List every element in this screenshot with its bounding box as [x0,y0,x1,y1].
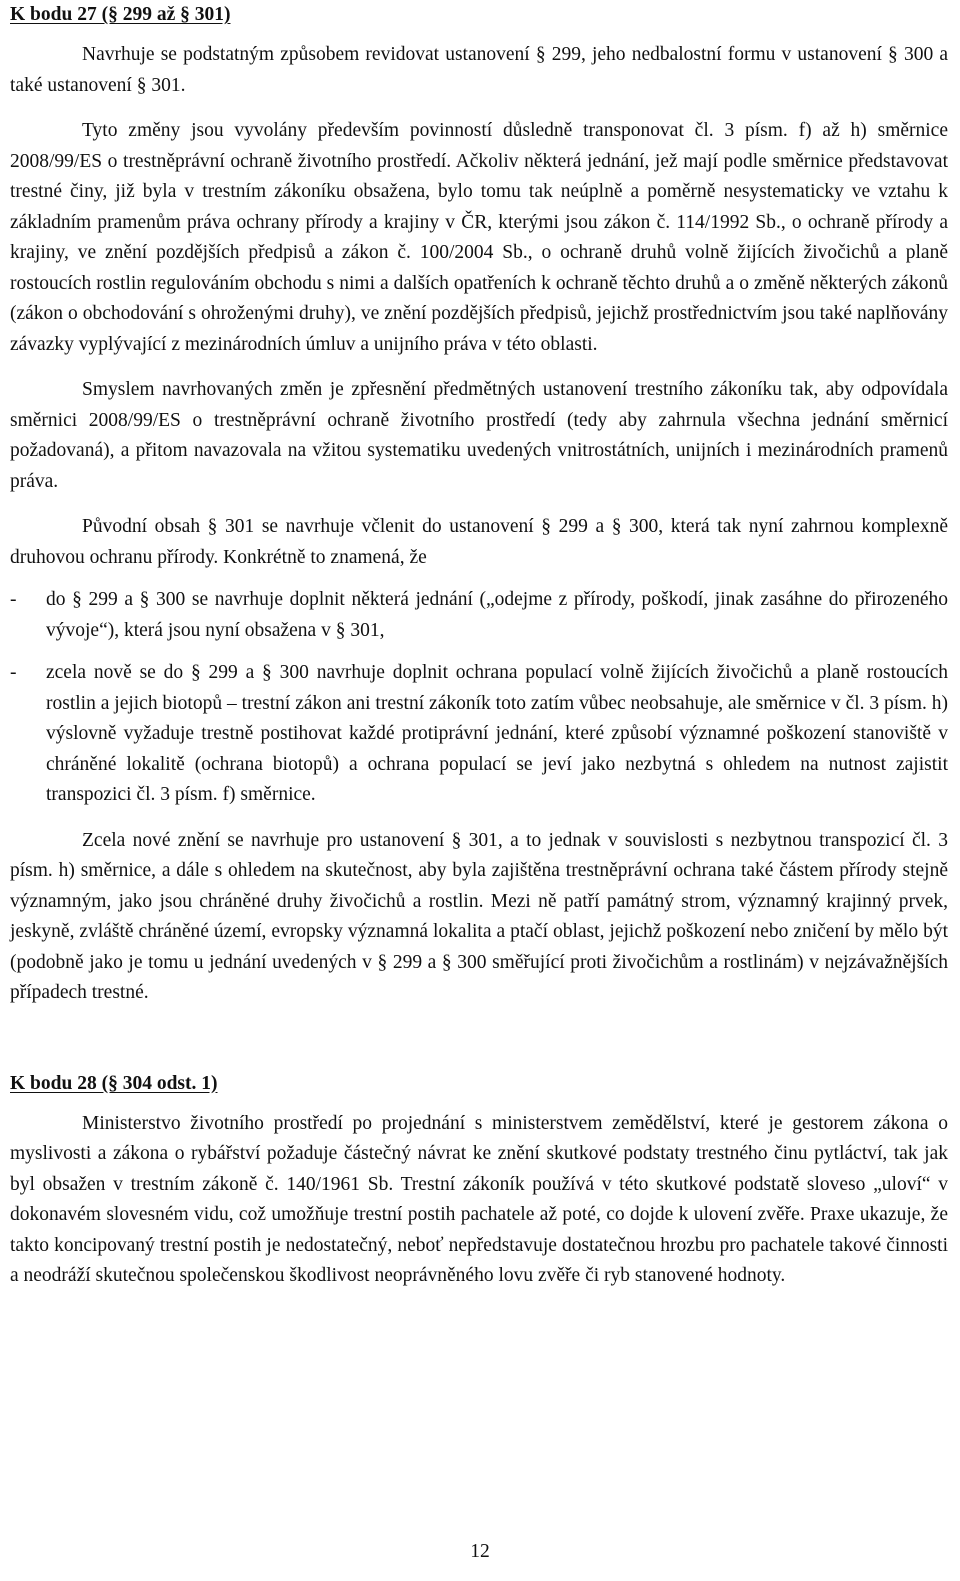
paragraph: Navrhuje se podstatným způsobem revidovat ustanovení § 299, jeho nedbalostní formu v ustanovení § 300 a také ustanovení § 301. [10,44,948,96]
section-heading-bod-27: K bodu 27 (§ 299 až § 301) [10,4,231,25]
document-body [10,0,948,1292]
list-item-text: do § 299 a § 300 se navrhuje doplnit některá jednání („odejme z přírody, poškodí, jinak zasáhne do přirozeného vývoje“), která jsou nyní obsažena v § 301, [46,589,948,641]
list-item-text: zcela nově se do § 299 a § 300 navrhuje doplnit ochrana populací volně žijících živočichů a planě rostoucích rostlin a jejich biotopů – trestní zákon ani trestní zákoník toto zatím vůbec neobsahuje, ale směrnice v čl. 3 písm. h) výslovně vyžaduje trestně postihovat každé protiprávní jednání, které způsobí významné poškození stanoviště v chráněné lokalitě (ochrana biotopů) a ochrana populací se jeví jako nezbytná s ohledem na nutnost zajistit transpozici čl. 3 písm. f) směrnice. [46,662,948,805]
paragraph: Původní obsah § 301 se navrhuje včlenit do ustanovení § 299 a § 300, která tak nyní zahrnou komplexně druhovou ochranu přírody. Konkrétně to znamená, že [10,516,948,568]
dash-list [10,585,948,811]
list-marker: - [10,662,17,683]
section-spacer [10,1009,948,1069]
paragraph: Smyslem navrhovaných změn je zpřesnění předmětných ustanovení trestního zákoníku tak, aby odpovídala směrnici 2008/99/ES o trestněprávní ochraně životního prostředí (tedy aby zahrnula všechna jednání směrnicí požadovaná), a přitom navazovala na vžitou systematiku uvedených vnitrostátních, unijních i mezinárodních pramenů práva. [10,379,948,492]
page-number: 12 [470,1541,490,1562]
list-item [10,658,948,811]
paragraph: Zcela nové znění se navrhuje pro ustanovení § 301, a to jednak v souvislosti s nezbytnou transpozicí čl. 3 písm. h) směrnice, a dále s ohledem na skutečnost, aby byla zajištěna trestněprávní ochrana také částem přírody stejně významným, jako jsou chráněné druhy živočichů a rostlin. Mezi ně patří památný strom, významný krajinný prvek, jeskyně, zvláště chráněné území, evropsky významná lokalita a ptačí oblast, jejichž poškození nebo zničení by mělo být (podobně jako je tomu u jednání uvedených v § 299 a § 300 směřující proti živočichům a rostlinám) v nejzávažnějších případech trestné. [10,829,948,1003]
list-marker: - [10,589,17,610]
paragraph: Ministerstvo životního prostředí po projednání s ministerstvem zemědělství, které je gestorem zákona o myslivosti a zákona o rybářství požaduje částečný návrat ke znění skutkové podstaty trestného činu pytláctví, tak jak byl obsažen v trestním zákoně č. 140/1961 Sb. Trestní zákoník používá v této skutkové podstatě sloveso „uloví“ v dokonavém slovesném vidu, což umožňuje trestní postih pachatele až poté, co dojde k ulovení zvěře. Praxe ukazuje, že takto koncipovaný trestní postih je nedostatečný, neboť nepředstavuje dostatečnou hrozbu pro pachatele takové činnosti a neodráží skutečnou společenskou škodlivost neoprávněného lovu zvěře či ryb stanovené hodnoty. [10,1112,948,1286]
paragraph: Tyto změny jsou vyvolány především povinností důsledně transponovat čl. 3 písm. f) až h) směrnice 2008/99/ES o trestněprávní ochraně životního prostředí. Ačkoliv některá jednání, jež mají podle směrnice představovat trestné činy, již byla v trestním zákoníku obsažena, bylo tomu tak neúplně a poměrně nesystematicky ve vztahu k základním pramenům práva ochrany přírody a krajiny v ČR, kterými jsou zákon č. 114/1992 Sb., o ochraně přírody a krajiny, ve znění pozdějších předpisů a zákon č. 100/2004 Sb., o ochraně druhů volně žijících živočichů a planě rostoucích rostlin regulováním obchodu s nimi a dalších opatřeních k ochraně těchto druhů a o změně některých zákonů (zákon o obchodování s ohroženými druhy), ve znění pozdějších předpisů, jejichž prostřednictvím jsou také naplňovány závazky vyplývající z mezinárodních úmluv a unijního práva v této oblasti. [10,120,948,355]
section-heading-bod-28: K bodu 28 (§ 304 odst. 1) [10,1072,218,1094]
list-item [10,585,948,646]
